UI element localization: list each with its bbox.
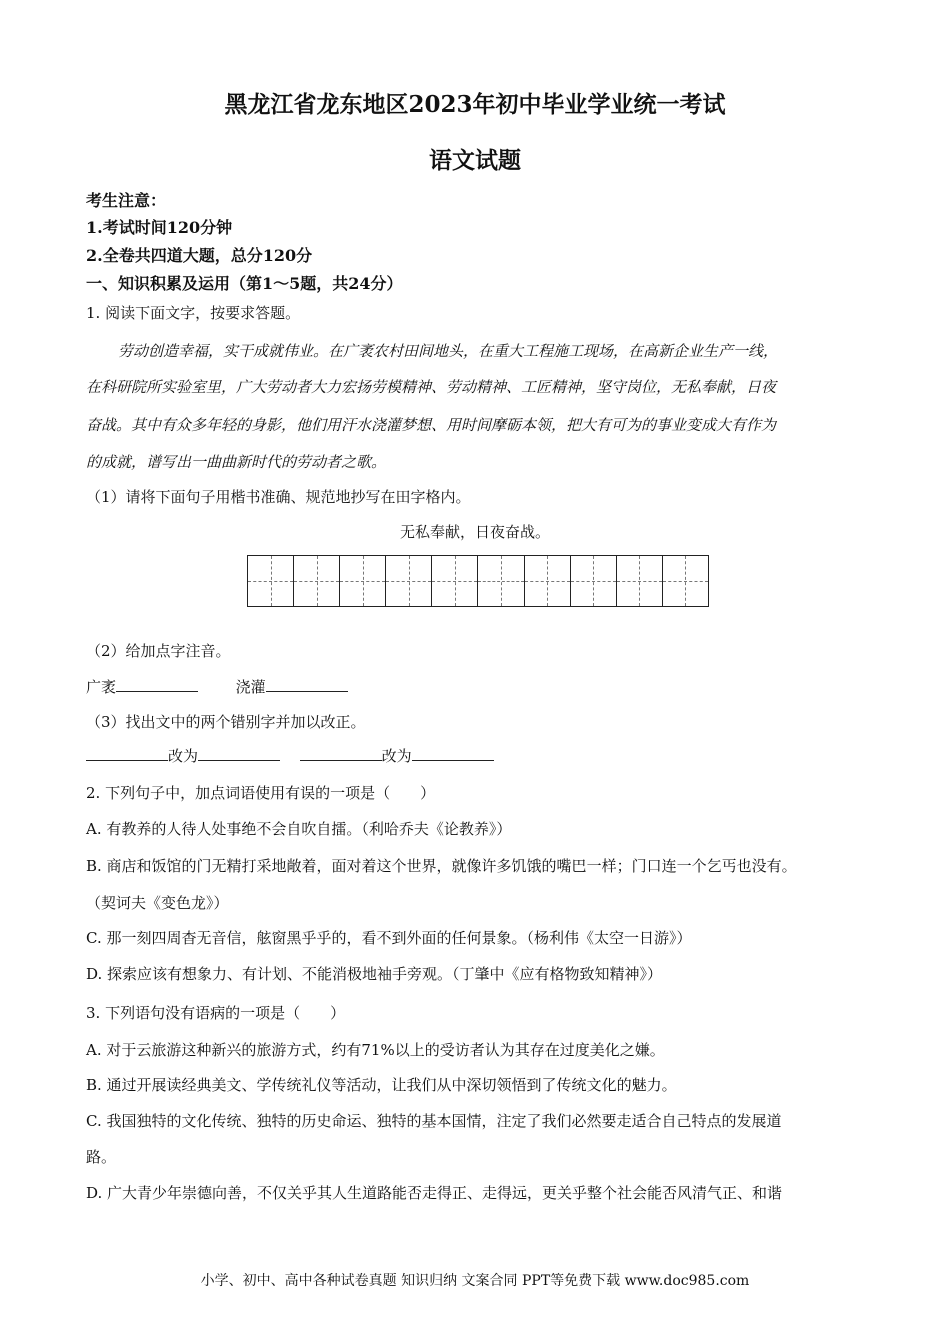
- change-label-1: 改为: [168, 747, 199, 765]
- tianzige-grid[interactable]: [247, 555, 709, 607]
- q2-option-d: D. 探索应该有想象力、有计划、不能消极地袖手旁观。（丁肇中《应有格物致知精神》）: [86, 965, 663, 983]
- copy-sentence: 无私奉献，日夜奋战。: [399, 523, 550, 541]
- q1-sub1: （1）请将下面句子用楷书准确、规范地抄写在田字格内。: [86, 488, 471, 506]
- grid-cell[interactable]: [571, 556, 617, 606]
- q2-option-c: C. 那一刻四周杳无音信，舷窗黑乎乎的，看不到外面的任何景象。（杨利伟《太空一日游》）: [86, 929, 692, 947]
- right-char-blank-1[interactable]: [198, 746, 280, 761]
- q3-option-a: A. 对于云旅游这种新兴的旅游方式，约有71%以上的受访者认为其存在过度美化之嫌。: [86, 1041, 665, 1059]
- q2-stem: 2. 下列句子中，加点词语使用有误的一项是（ ）: [86, 784, 436, 802]
- wrong-char-blank-2[interactable]: [300, 746, 382, 761]
- q1-sub2: （2）给加点字注音。: [86, 642, 231, 660]
- grid-cell[interactable]: [617, 556, 663, 606]
- passage-line-1: 劳动创造幸福，实干成就伟业。在广袤农村田间地头，在重大工程施工现场，在高新企业生产一线，: [118, 342, 779, 360]
- q1-stem: 1. 阅读下面文字，按要求答题。: [86, 304, 301, 322]
- grid-cell[interactable]: [432, 556, 478, 606]
- change-label-2: 改为: [381, 747, 412, 765]
- grid-cell[interactable]: [663, 556, 708, 606]
- q2-option-a: A. 有教养的人待人处事绝不会自吹自擂。（利哈乔夫《论教养》）: [86, 820, 512, 838]
- notice-heading: 考生注意：: [86, 191, 167, 210]
- q3-option-c-cont: 路。: [86, 1148, 117, 1166]
- exam-subtitle: 语文试题: [429, 147, 521, 174]
- right-char-blank-2[interactable]: [412, 746, 494, 761]
- passage-line-3: 奋战。其中有众多年轻的身影，他们用汗水浇灌梦想、用时间摩砺本领，把大有可为的事业变成大有作为: [86, 416, 777, 434]
- q3-option-d: D. 广大青少年崇德向善，不仅关乎其人生道路能否走得正、走得远，更关乎整个社会能否风清气正、和谐: [86, 1184, 783, 1202]
- page-footer: 小学、初中、高中各种试卷真题 知识归纳 文案合同 PPT等免费下载 www.doc985.com: [200, 1273, 750, 1289]
- pinyin-blank-1[interactable]: [116, 677, 198, 692]
- q3-option-c: C. 我国独特的文化传统、独特的历史命运、独特的基本国情，注定了我们必然要走适合自己特点的发展道: [86, 1112, 782, 1130]
- notice-item-1: 1.考试时间120分钟: [86, 218, 233, 237]
- grid-cell[interactable]: [248, 556, 294, 606]
- pinyin-word-1: 广袤: [86, 678, 117, 696]
- q2-option-b: B. 商店和饭馆的门无精打采地敞着，面对着这个世界，就像许多饥饿的嘴巴一样；门口连一个乞丐也没有。: [86, 857, 797, 875]
- pinyin-blank-2[interactable]: [266, 677, 348, 692]
- correction-row: [86, 745, 494, 766]
- section-heading: 一、知识积累及运用（第1～5题，共24分）: [86, 274, 403, 293]
- q1-sub3: （3）找出文中的两个错别字并加以改正。: [86, 713, 366, 731]
- q3-option-b: B. 通过开展读经典美文、学传统礼仪等活动，让我们从中深切领悟到了传统文化的魅力。: [86, 1076, 677, 1094]
- notice-item-2: 2.全卷共四道大题，总分120分: [86, 246, 313, 265]
- grid-cell[interactable]: [386, 556, 432, 606]
- pinyin-row: [86, 676, 348, 697]
- grid-cell[interactable]: [525, 556, 571, 606]
- grid-cell[interactable]: [294, 556, 340, 606]
- grid-cell[interactable]: [340, 556, 386, 606]
- wrong-char-blank-1[interactable]: [86, 746, 168, 761]
- passage-line-2: 在科研院所实验室里，广大劳动者大力宏扬劳模精神、劳动精神、工匠精神，坚守岗位，无私奉献，日夜: [86, 378, 777, 396]
- passage-line-4: 的成就，谱写出一曲曲新时代的劳动者之歌。: [86, 453, 387, 471]
- q3-stem: 3. 下列语句没有语病的一项是（ ）: [86, 1004, 346, 1022]
- grid-cell[interactable]: [478, 556, 524, 606]
- exam-title: 黑龙江省龙东地区2023年初中毕业学业统一考试: [224, 91, 726, 118]
- pinyin-word-2: 浇灌: [235, 678, 266, 696]
- q2-option-b-source: （契诃夫《变色龙》）: [86, 894, 229, 912]
